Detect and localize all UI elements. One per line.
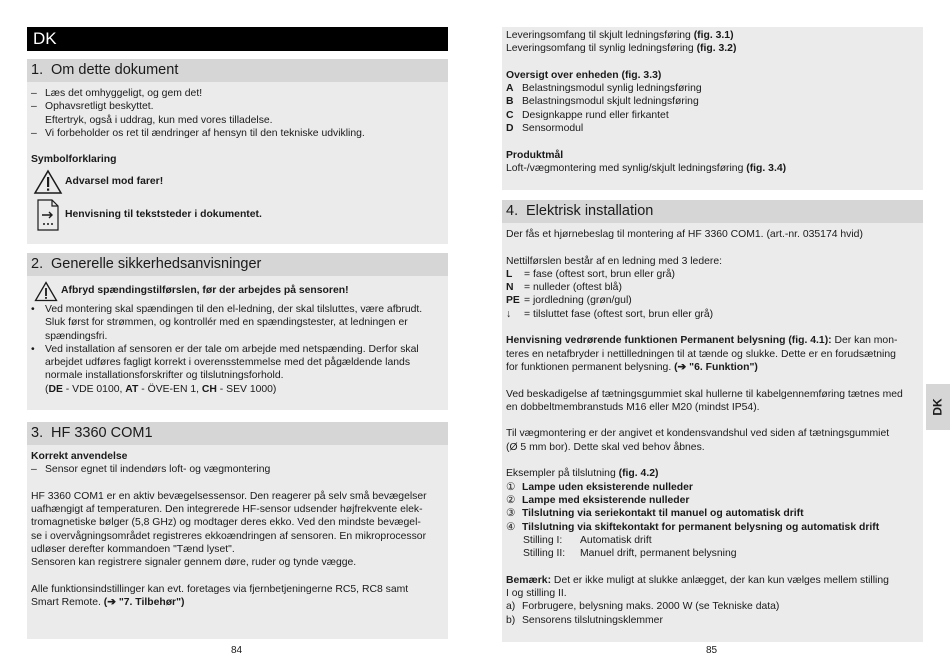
warning-triangle-icon bbox=[31, 169, 65, 195]
language-header: DK bbox=[27, 27, 448, 51]
section-2-heading bbox=[27, 253, 448, 276]
paragraph-line: Ved beskadigelse af tætningsgummiet skal hullerne til kabelgennemføring tætnes med bbox=[506, 388, 903, 400]
page-number-left: 84 bbox=[231, 645, 243, 656]
use-heading: Korrekt anvendelse bbox=[31, 451, 128, 462]
section-3 bbox=[27, 422, 448, 639]
section-number: 3. bbox=[31, 425, 44, 441]
remark-line: I og stilling II. bbox=[506, 588, 567, 600]
list-item-continuation: spændingsfri. bbox=[45, 330, 108, 342]
list-item-continuation: normale installationsforskrifter og tilslutningsforhold. bbox=[45, 370, 284, 382]
paragraph-line: Nettilførslen består af en ledning med 3 ledere: bbox=[506, 255, 723, 267]
switched-phase-icon: ↓ bbox=[506, 308, 512, 320]
examples-heading: Eksempler på tilslutning (fig. 4.2) bbox=[506, 468, 659, 480]
document-reference-icon bbox=[31, 199, 65, 231]
left-page bbox=[27, 27, 448, 639]
section-title: Elektrisk installation bbox=[526, 203, 654, 219]
paragraph-line: Sensoren kan registrere signaler gennem døre, ruder og tynde vægge. bbox=[31, 557, 357, 569]
product-line: Loft-/vægmontering med synlig/skjult ledningsføring (fig. 3.4) bbox=[506, 162, 787, 174]
section-title: Generelle sikkerhedsanvisninger bbox=[51, 256, 262, 272]
section-number: 1. bbox=[31, 62, 44, 78]
example-item: ① Lampe uden eksisterende nulleder bbox=[506, 481, 693, 493]
conductor-item: N = nulleder (oftest blå) bbox=[506, 282, 622, 294]
section-4-body bbox=[502, 223, 923, 632]
paragraph-line: Der fås et hjørnebeslag til montering af HF 3360 COM1. (art.-nr. 035174 hvid) bbox=[506, 229, 863, 240]
reference-legend bbox=[31, 197, 444, 233]
page-number-right: 85 bbox=[706, 645, 718, 656]
paragraph-line: (Ø 5 mm bor). Dette skal ved behov åbnes. bbox=[506, 441, 705, 453]
list-item: A Belastningsmodul synlig ledningsføring bbox=[506, 83, 702, 95]
paragraph-line: for funktionen permanent belysning. (➔ "6. Funktion") bbox=[506, 361, 758, 373]
warning-legend-text: Advarsel mod farer! bbox=[65, 176, 164, 188]
section-title: HF 3360 COM1 bbox=[51, 425, 153, 441]
conductor-item: ↓ = tilsluttet fase (oftest sort, brun eller grå) bbox=[506, 308, 714, 320]
list-item: – Ophavsretligt beskyttet. bbox=[31, 101, 154, 113]
function-reference-link[interactable]: (➔ "6. Funktion") bbox=[674, 361, 758, 373]
list-item-continuation: Eftertryk, også i uddrag, kun med vores tilladelse. bbox=[45, 114, 273, 126]
paragraph-line: en dobbeltmembranstuds M16 eller M20 (mindst IP54). bbox=[506, 401, 760, 413]
safety-warning bbox=[31, 279, 444, 303]
section-1-heading bbox=[27, 59, 448, 82]
product-heading: Produktmål bbox=[506, 149, 564, 161]
delivery-overview-body bbox=[502, 27, 923, 180]
example-item: ② Lampe med eksisterende nulleder bbox=[506, 494, 690, 506]
section-2-body bbox=[27, 276, 448, 401]
example-item: ③ Tilslutning via seriekontakt til manuel og automatisk drift bbox=[506, 508, 804, 520]
list-item: a) Forbrugere, belysning maks. 2000 W (se Tekniske data) bbox=[506, 601, 780, 613]
position-item: Stilling I: Automatisk drift bbox=[523, 534, 652, 546]
standards-line: (DE - VDE 0100, AT - ÖVE-EN 1, CH - SEV 1000) bbox=[45, 383, 277, 395]
section-4-heading bbox=[502, 200, 923, 223]
remark-line: Bemærk: Det er ikke muligt at slukke anlægget, der kan kun vælges mellem stilling bbox=[506, 574, 889, 586]
delivery-overview-block bbox=[502, 27, 923, 190]
list-item: – Vi forbeholder os ret til ændringer af hensyn til den tekniske udvikling. bbox=[31, 127, 365, 139]
right-page bbox=[502, 27, 923, 642]
section-number: 2. bbox=[31, 256, 44, 272]
accessories-reference-link[interactable]: (➔ "7. Tilbehør") bbox=[103, 597, 185, 609]
paragraph-line: tromagnetiske bølger (5,8 GHz) og modtager deres ekko. Ved den mindste bevægel- bbox=[31, 517, 421, 529]
list-item-continuation: Sluk først for strømmen, og kontrollér med en spændingstester, at ledningen er bbox=[45, 317, 408, 329]
section-1-body bbox=[27, 82, 448, 238]
section-number: 4. bbox=[506, 203, 519, 219]
section-3-heading bbox=[27, 422, 448, 445]
list-item: B Belastningsmodul skjult ledningsføring bbox=[506, 96, 699, 108]
list-item: • Ved installation af sensoren er der tale om arbejde med netspænding. Derfor skal bbox=[31, 343, 419, 355]
list-item: C Designkappe rund eller firkantet bbox=[506, 109, 669, 121]
list-item: D Sensormodul bbox=[506, 123, 584, 135]
paragraph-line: Alle funktionsindstillinger kan evt. foretages via fjernbetjeningerne RC5, RC8 samt bbox=[31, 583, 409, 595]
example-item: ④ Tilslutning via skiftekontakt for permanent belysning og automatisk drift bbox=[506, 521, 880, 533]
list-item: – Sensor egnet til indendørs loft- og vægmontering bbox=[31, 464, 271, 476]
section-3-body bbox=[27, 445, 448, 615]
paragraph-line: Til vægmontering er der angivet et kondensvandshul ved siden af tætningsgummiet bbox=[506, 428, 890, 440]
delivery-line: Leveringsomfang til synlig ledningsføring (fig. 3.2) bbox=[506, 43, 737, 55]
paragraph-line: Smart Remote. (➔ "7. Tilbehør") bbox=[31, 597, 185, 609]
list-item: b) Sensorens tilslutningsklemmer bbox=[506, 614, 663, 626]
paragraph-line: se i overvågningsområdet registreres ekkoændringen af sensoren. En mikroprocessor bbox=[31, 530, 427, 542]
language-side-tab: DK bbox=[926, 384, 950, 430]
paragraph-line: uafhængigt af temperaturen. Den integrerede HF-sensor udsender højfrekvente elek- bbox=[31, 504, 423, 516]
paragraph-line: HF 3360 COM1 er en aktiv bevægelsessensor. Den reagerer på selv små bevægelser bbox=[31, 490, 427, 502]
section-1 bbox=[27, 59, 448, 244]
position-item: Stilling II: Manuel drift, permanent belysning bbox=[523, 548, 737, 560]
warning-triangle-icon bbox=[31, 281, 61, 302]
reference-legend-text: Henvisning til tekststeder i dokumentet. bbox=[65, 209, 262, 221]
section-title: Om dette dokument bbox=[51, 62, 179, 78]
list-item: • Ved montering skal spændingen til den el-ledning, der skal tilsluttes, være afbrudt. bbox=[31, 304, 423, 315]
symbol-heading: Symbolforklaring bbox=[31, 154, 117, 166]
overview-heading: Oversigt over enheden (fig. 3.3) bbox=[506, 69, 662, 81]
conductor-item: PE = jordledning (grøn/gul) bbox=[506, 295, 632, 307]
paragraph-line: teres en netafbryder i nettilledningen til at tænde og slukke. Dette er en forudsætning bbox=[506, 348, 896, 360]
safety-warning-text: Afbryd spændingstilførslen, før der arbejdes på sensoren! bbox=[61, 285, 349, 297]
paragraph-line: Henvisning vedrørende funktionen Permanent belysning (fig. 4.1): Der kan mon- bbox=[506, 335, 898, 347]
paragraph-line: udløser derefter kommandoen "Tænd lyset". bbox=[31, 544, 235, 556]
warning-legend bbox=[31, 167, 444, 197]
list-item-continuation: arbejdet udføres fagligt korrekt i overensstemmelse med det pågældende lands bbox=[45, 357, 411, 369]
delivery-line: Leveringsomfang til skjult ledningsføring (fig. 3.1) bbox=[506, 30, 734, 41]
conductor-item: L = fase (oftest sort, brun eller grå) bbox=[506, 268, 676, 280]
section-4 bbox=[502, 200, 923, 642]
list-item: – Læs det omhyggeligt, og gem det! bbox=[31, 88, 203, 99]
section-2 bbox=[27, 253, 448, 410]
